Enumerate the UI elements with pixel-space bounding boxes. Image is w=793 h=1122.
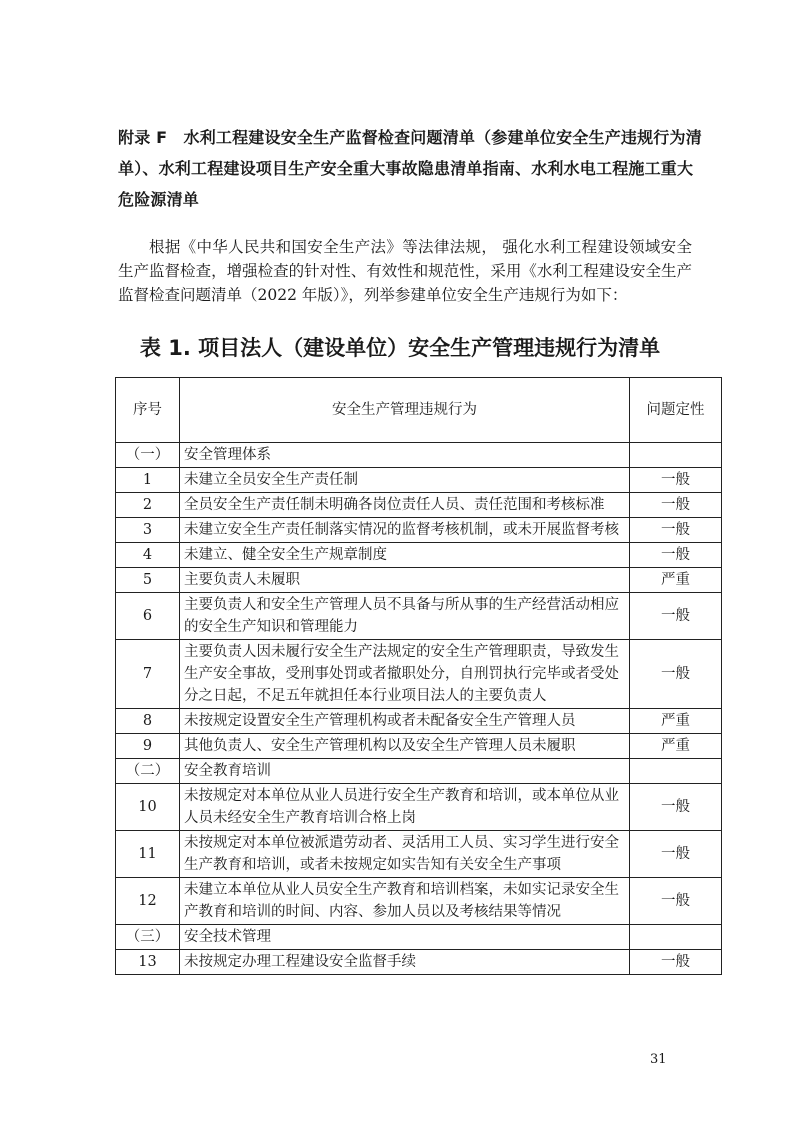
row-nature: 一般 — [630, 831, 722, 878]
row-no: 6 — [116, 593, 180, 640]
page-number: 31 — [650, 1052, 667, 1067]
row-nature — [630, 925, 722, 950]
table-row — [116, 593, 722, 640]
table-row — [116, 493, 722, 518]
row-nature: 一般 — [630, 518, 722, 543]
row-no: 5 — [116, 568, 180, 593]
row-nature: 严重 — [630, 709, 722, 734]
row-nature — [630, 443, 722, 468]
table-row — [116, 518, 722, 543]
row-nature: 一般 — [630, 493, 722, 518]
table-row — [116, 709, 722, 734]
row-nature: 一般 — [630, 784, 722, 831]
intro-paragraph: 根据《中华人民共和国安全生产法》等法律法规， 强化水利工程建设领域安全生产监督检查，增强检查的针对性、有效性和规范性，采用《水利工程建设安全生产监督检查问题清单（2022 年版）》，列举参建单位安全生产违规行为如下： — [118, 238, 692, 304]
table-row — [116, 443, 722, 468]
row-behavior: 未按规定设置安全生产管理机构或者未配备安全生产管理人员 — [180, 709, 630, 734]
row-no: 13 — [116, 950, 180, 975]
row-nature: 一般 — [630, 640, 722, 709]
table-row — [116, 759, 722, 784]
row-nature: 一般 — [630, 950, 722, 975]
header-behavior: 安全生产管理违规行为 — [180, 378, 630, 443]
table-row — [116, 543, 722, 568]
row-no: 3 — [116, 518, 180, 543]
table-row — [116, 568, 722, 593]
violations-table — [115, 377, 722, 975]
table-title: 表 1. 项目法人（建设单位）安全生产管理违规行为清单 — [139, 336, 661, 360]
row-no: 10 — [116, 784, 180, 831]
row-nature: 严重 — [630, 568, 722, 593]
row-behavior: 未建立、健全安全生产规章制度 — [180, 543, 630, 568]
row-behavior: 安全教育培训 — [180, 759, 630, 784]
row-behavior: 全员安全生产责任制未明确各岗位责任人员、责任范围和考核标准 — [180, 493, 630, 518]
table-row — [116, 878, 722, 925]
row-nature: 一般 — [630, 543, 722, 568]
row-no: （二） — [116, 759, 180, 784]
row-no: 1 — [116, 468, 180, 493]
row-behavior: 未按规定对本单位从业人员进行安全生产教育和培训，或本单位从业人员未经安全生产教育培训合格上岗 — [180, 784, 630, 831]
row-nature: 一般 — [630, 878, 722, 925]
row-behavior: 安全管理体系 — [180, 443, 630, 468]
row-nature: 严重 — [630, 734, 722, 759]
row-behavior: 未按规定办理工程建设安全监督手续 — [180, 950, 630, 975]
row-behavior: 主要负责人未履职 — [180, 568, 630, 593]
row-nature — [630, 759, 722, 784]
row-no: 4 — [116, 543, 180, 568]
table-row — [116, 950, 722, 975]
table-row — [116, 640, 722, 709]
row-nature: 一般 — [630, 468, 722, 493]
appendix-heading: 附录 F 水利工程建设安全生产监督检查问题清单（参建单位安全生产违规行为清单）、水利工程建设项目生产安全重大事故隐患清单指南、水利水电工程施工重大危险源清单 — [118, 128, 702, 209]
row-no: （三） — [116, 925, 180, 950]
row-behavior: 其他负责人、安全生产管理机构以及安全生产管理人员未履职 — [180, 734, 630, 759]
row-no: 11 — [116, 831, 180, 878]
row-behavior: 主要负责人和安全生产管理人员不具备与所从事的生产经营活动相应的安全生产知识和管理能力 — [180, 593, 630, 640]
row-behavior: 未建立全员安全生产责任制 — [180, 468, 630, 493]
row-behavior: 未建立安全生产责任制落实情况的监督考核机制，或未开展监督考核 — [180, 518, 630, 543]
row-behavior: 主要负责人因未履行安全生产法规定的安全生产管理职责，导致发生生产安全事故，受刑事处罚或者撤职处分，自刑罚执行完毕或者受处分之日起，不足五年就担任本行业项目法人的主要负责人 — [180, 640, 630, 709]
table-row — [116, 831, 722, 878]
table-header-row — [116, 378, 722, 443]
table-row — [116, 734, 722, 759]
row-nature: 一般 — [630, 593, 722, 640]
row-no: 7 — [116, 640, 180, 709]
header-nature: 问题定性 — [630, 378, 722, 443]
header-no: 序号 — [116, 378, 180, 443]
row-behavior: 未按规定对本单位被派遣劳动者、灵活用工人员、实习学生进行安全生产教育和培训，或者未按规定如实告知有关安全生产事项 — [180, 831, 630, 878]
table-row — [116, 468, 722, 493]
row-behavior: 未建立本单位从业人员安全生产教育和培训档案，未如实记录安全生产教育和培训的时间、内容、参加人员以及考核结果等情况 — [180, 878, 630, 925]
row-no: 2 — [116, 493, 180, 518]
row-no: 8 — [116, 709, 180, 734]
row-no: 12 — [116, 878, 180, 925]
row-no: 9 — [116, 734, 180, 759]
row-no: （一） — [116, 443, 180, 468]
table-row — [116, 925, 722, 950]
row-behavior: 安全技术管理 — [180, 925, 630, 950]
table-row — [116, 784, 722, 831]
